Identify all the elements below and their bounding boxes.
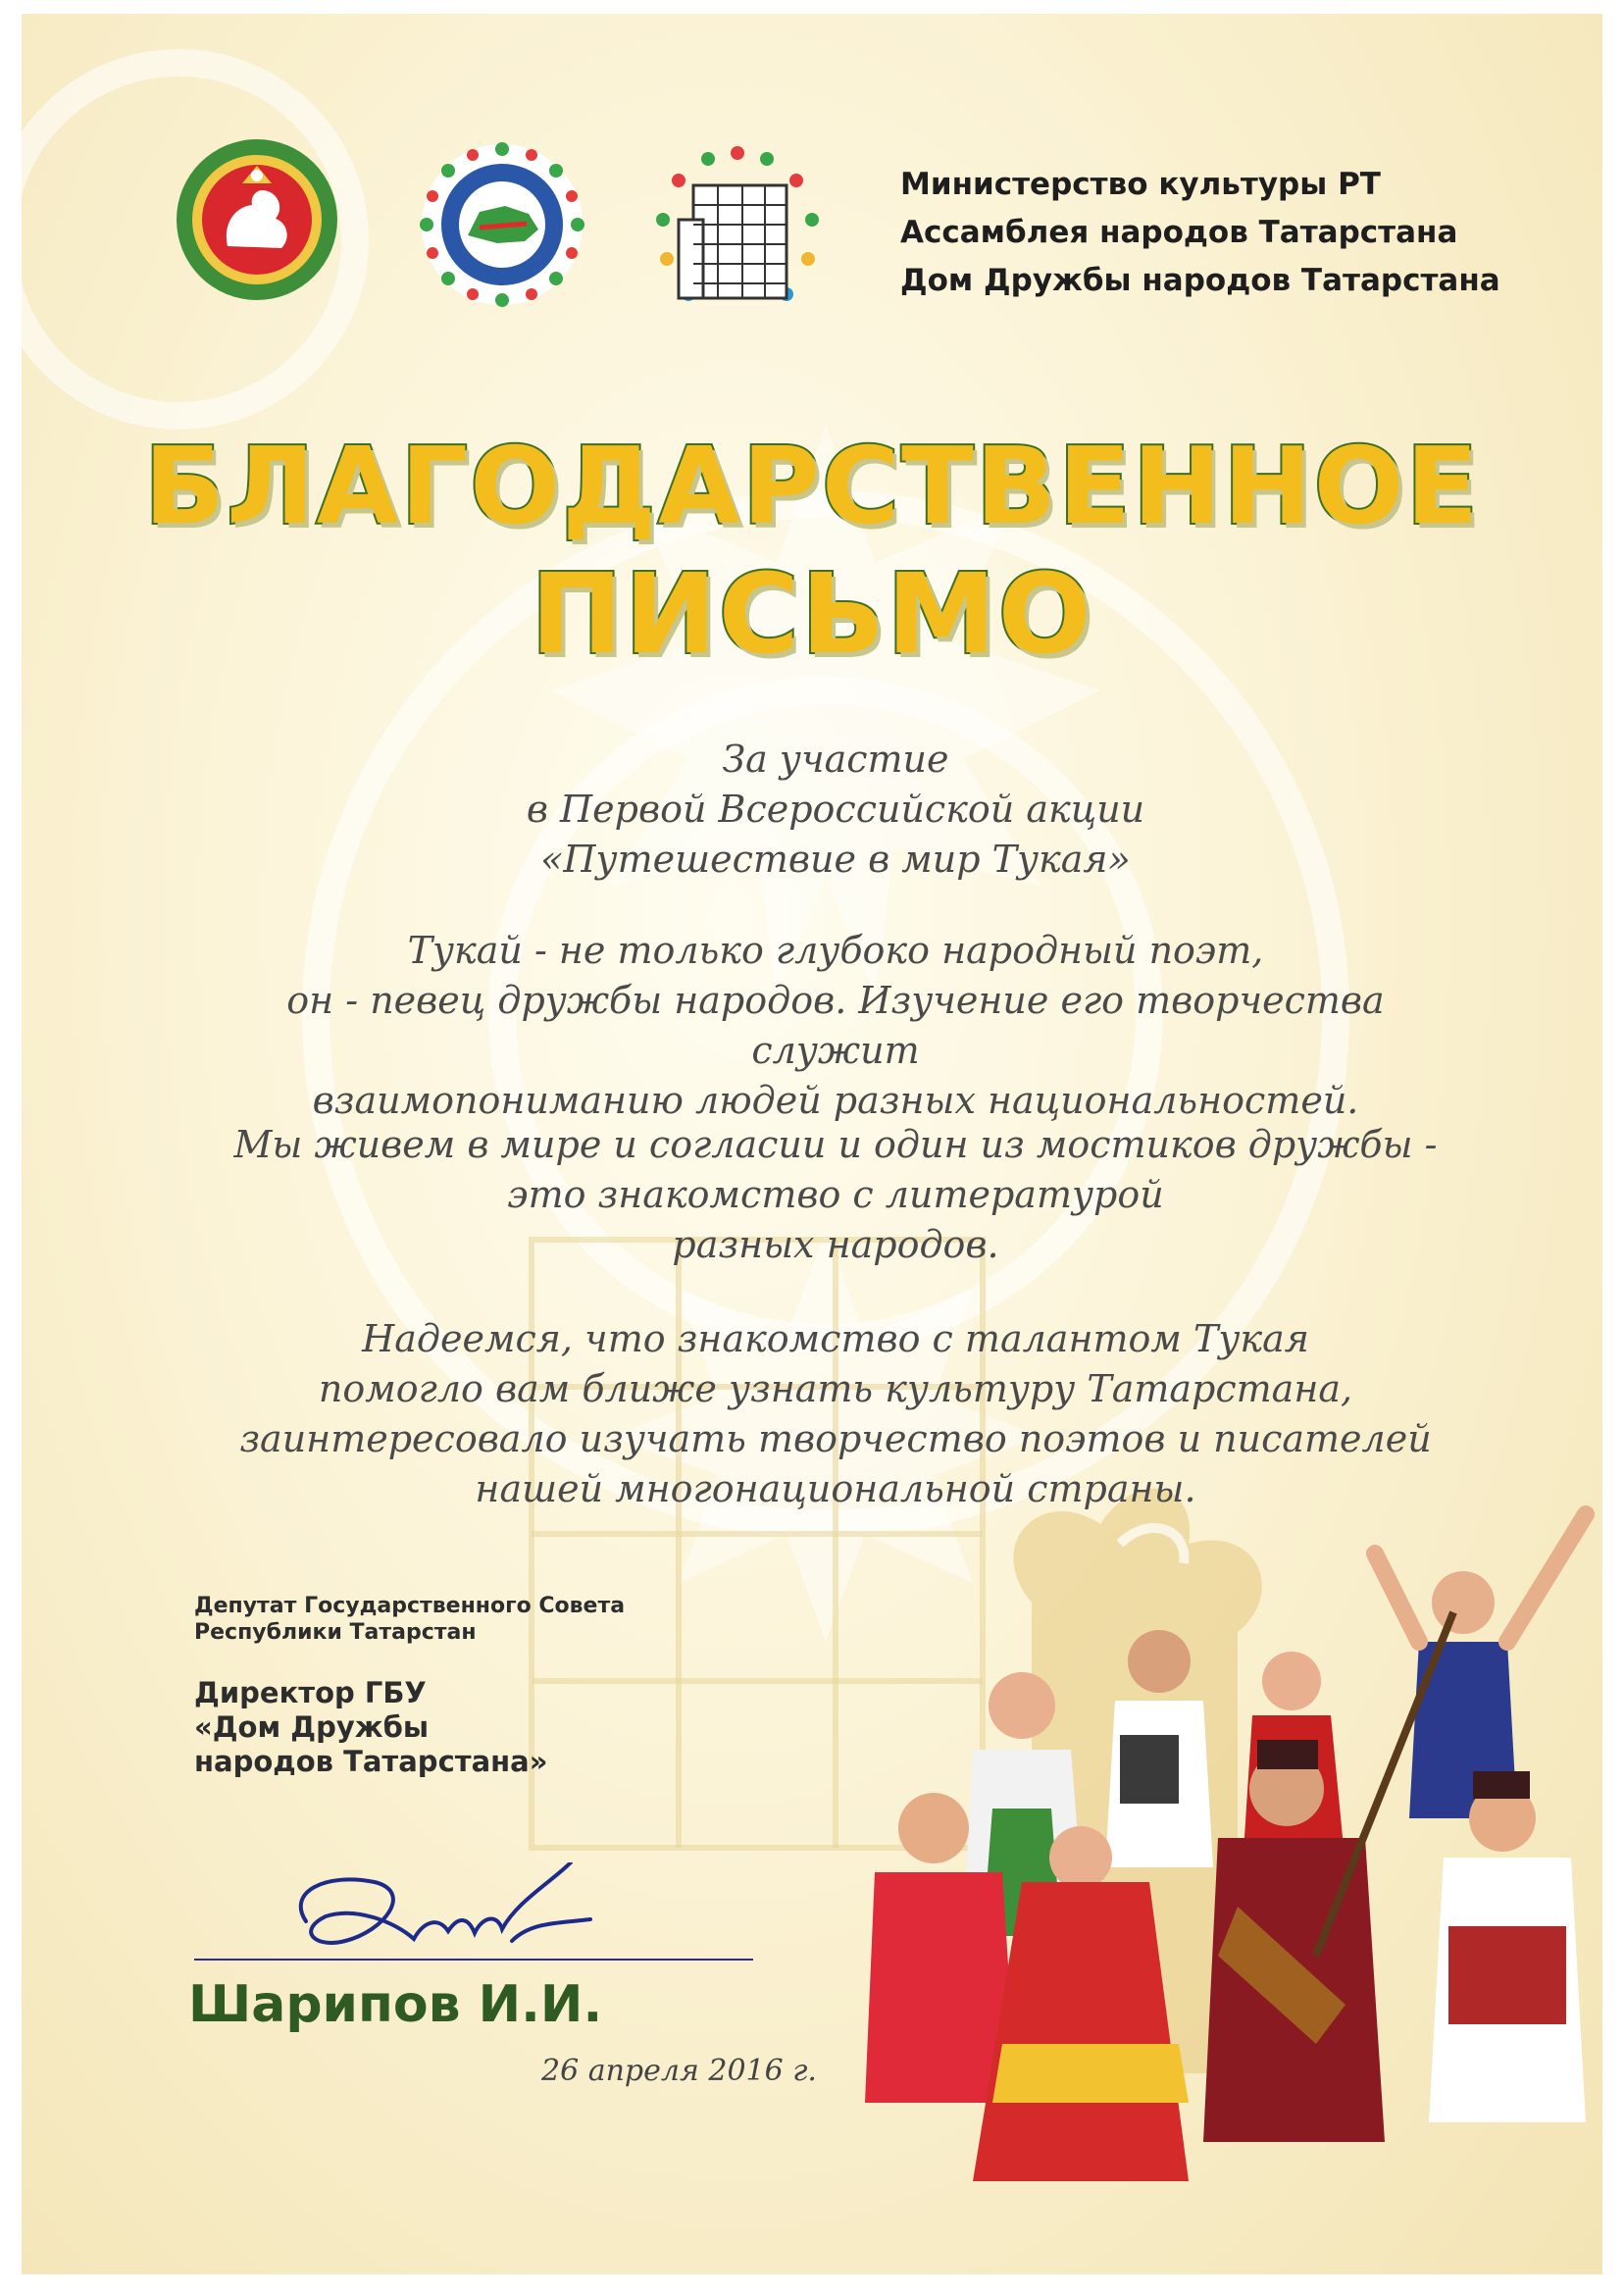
body-line: это знакомство с литературой [507, 1173, 1164, 1216]
signer-title-line: Директор ГБУ [194, 1676, 427, 1709]
certificate-title-line2: ПИСЬМО [531, 551, 1093, 679]
body-paragraph-participation [198, 735, 1473, 885]
organization-name: Министерство культуры РТ [900, 167, 1381, 202]
signer-title-line: «Дом Дружбы [194, 1710, 430, 1744]
body-line: Мы живем в мире и согласии и один из мостиков дружбы - [233, 1123, 1438, 1166]
signer-title-line: Республики Татарстан [194, 1620, 477, 1645]
handwritten-signature [267, 1862, 639, 1980]
organization-name: Дом Дружбы народов Татарстана [900, 263, 1500, 298]
folk-dancers-photo [855, 1495, 1600, 2269]
tatarstan-coat-of-arms-icon [174, 136, 340, 303]
signer-title-deputy [194, 1593, 625, 1646]
body-line: Надеемся, что знакомство с талантом Тукая [362, 1317, 1309, 1360]
body-line: взаимопониманию людей разных национальностей. [312, 1079, 1359, 1122]
signer-title-line: народов Татарстана» [194, 1745, 548, 1778]
body-line: За участие [722, 738, 949, 781]
body-line: нашей многонациональной страны. [475, 1467, 1196, 1510]
body-paragraph-friendship [198, 1120, 1473, 1270]
signer-title-director [194, 1676, 547, 1779]
body-line: разных народов. [672, 1223, 999, 1266]
organizations-list [900, 161, 1500, 305]
signer-title-line: Депутат Государственного Совета [194, 1594, 626, 1618]
organization-name: Ассамблея народов Татарстана [900, 215, 1458, 250]
body-line: «Путешествие в мир Тукая» [540, 838, 1131, 881]
signature-line [194, 1959, 753, 1961]
body-line: помогло вам ближе узнать культуру Татарстана, [318, 1367, 1353, 1410]
body-line: в Первой Всероссийской акции [526, 788, 1145, 831]
certificate-title-line1: БЛАГОДАРСТВЕННОЕ [143, 426, 1481, 548]
friendship-house-logo-icon [649, 141, 826, 318]
signer-name: Шарипов И.И. [188, 1975, 603, 2034]
assembly-of-peoples-logo-icon [419, 141, 585, 308]
body-line: Тукай - не только глубоко народный поэт, [407, 929, 1264, 972]
body-line: заинтересовало изучать творчество поэтов и писателей [239, 1417, 1432, 1460]
body-line: он - певец дружбы народов. Изучение его творчества служит [286, 979, 1385, 1072]
issue-date: 26 апреля 2016 г. [541, 2054, 817, 2088]
certificate-sheet [22, 14, 1602, 2274]
body-paragraph-tukay [198, 926, 1473, 1126]
body-paragraph-hope [198, 1314, 1473, 1514]
